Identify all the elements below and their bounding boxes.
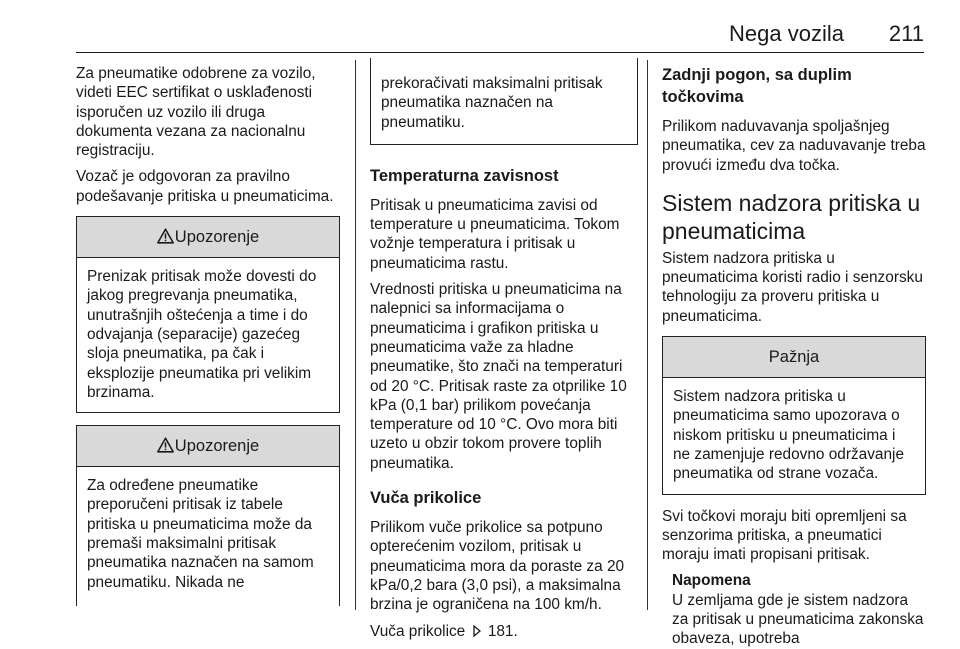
heading-tpms: Sistem nadzora pritiska u pneumaticima (662, 189, 921, 244)
warning-title: Upozorenje (174, 437, 260, 456)
note-title: Napomena (672, 572, 751, 590)
section-title: Nega vozila (729, 21, 844, 46)
left-column (76, 64, 340, 606)
warning-text: Za određene pneumatike preporučeni pritisak iz tabele pritiska u pneumaticima može da premaši maksimalni pritisak pneumatika naznačen na samom pneumatiku. Nikada ne (87, 477, 314, 591)
paragraph-temperature-1: Pritisak u pneumaticima zavisi od temperature u pneumaticima. Tokom vožnje temperatura i pritisak u pneumaticima rastu. (370, 196, 620, 272)
warning-triangle-icon (157, 437, 174, 453)
paragraph-wheel-sensors: Svi točkovi moraju biti opremljeni sa senzorima pritiska, a pneumatici moraju imati propisani pritisak. (662, 507, 907, 564)
reference-label: Vuča prikolice (370, 622, 466, 640)
caution-header: Pažnja (663, 337, 925, 378)
note-block (662, 571, 926, 648)
paragraph-tpms: Sistem nadzora pritiska u pneumaticima koristi radio i senzorsku tehnologiju za proveru pritiska u pneumaticima. (662, 249, 923, 325)
warning-box-low-pressure (76, 216, 340, 413)
heading-temperature: Temperaturna zavisnost (370, 166, 559, 185)
warning-triangle-icon (157, 228, 174, 244)
column-divider-left (355, 60, 356, 610)
heading-towing: Vuča prikolice (370, 489, 482, 508)
page-number: 211 (888, 21, 924, 46)
page-header (76, 0, 924, 53)
reference-page: 181. (487, 622, 518, 640)
caution-box (662, 336, 926, 494)
column-divider-right (647, 60, 648, 610)
right-column (662, 64, 926, 649)
paragraph-rear-drive: Prilikom naduvavanja spoljašnjeg pneumatika, cev za naduvavanje treba provući između dva točka. (662, 118, 926, 174)
warning-text: Prenizak pritisak može dovesti do jakog pregrevanja pneumatika, unutrašnjih oštećenja a time i do odvajanja (separacije) gazećeg sloja pneumatika, pa čak i eksplozije pneumatika pri velikim brzinama. (87, 268, 317, 401)
warning-header (77, 217, 339, 258)
warning-text-continued: prekoračivati maksimalni pritisak pneumatika naznačen na pneumatiku. (381, 75, 603, 131)
paragraph-towing: Prilikom vuče prikolice sa potpuno opterećenim vozilom, pritisak u pneumaticima mora da poraste za 20 kPa/0,2 bara (3,0 psi), a maksimalna brzina je ograničena na 100 km/h. (370, 519, 625, 614)
paragraph-certificate: Za pneumatike odobrene za vozilo, videti EEC sertifikat o usklađenosti isporučen uz vozilo ili druga dokumenta vezana za nacionalnu registraciju. (76, 65, 316, 160)
caution-text: Sistem nadzora pritiska u pneumaticima samo upozorava o niskom pritisku u pneumaticima i ne zamenjuje redovno održavanje pneumatika od strane vozača. (673, 388, 905, 483)
warning-box-continuation (370, 58, 638, 145)
warning-header (77, 426, 339, 467)
note-text: U zemljama gde je sistem nadzora za pritisak u pneumaticima zakonska obaveza, upotreba (672, 591, 924, 648)
cross-reference[interactable] (370, 622, 638, 641)
page-reference-arrow-icon (472, 625, 482, 637)
paragraph-driver-responsibility: Vozač je odgovoran za pravilno podešavanje pritiska u pneumaticima. (76, 168, 334, 205)
warning-title: Upozorenje (174, 228, 260, 247)
warning-box-max-pressure (76, 425, 340, 606)
heading-rear-drive: Zadnji pogon, sa duplim točkovima (662, 66, 852, 106)
middle-column (370, 58, 638, 648)
paragraph-temperature-2: Vrednosti pritiska u pneumaticima na nalepnici sa informacijama o pneumaticima i grafikon pritiska u pneumaticima važe za hladne pneumatike, što znači na temperaturi od 20 °C. Pritisak raste za otprilike 10 kPa (0,1 bar) prilikom povećanja temperature od 10 °C. Ovo mora biti uzeto u obzir tokom provere toplih pneumatika. (370, 281, 627, 472)
